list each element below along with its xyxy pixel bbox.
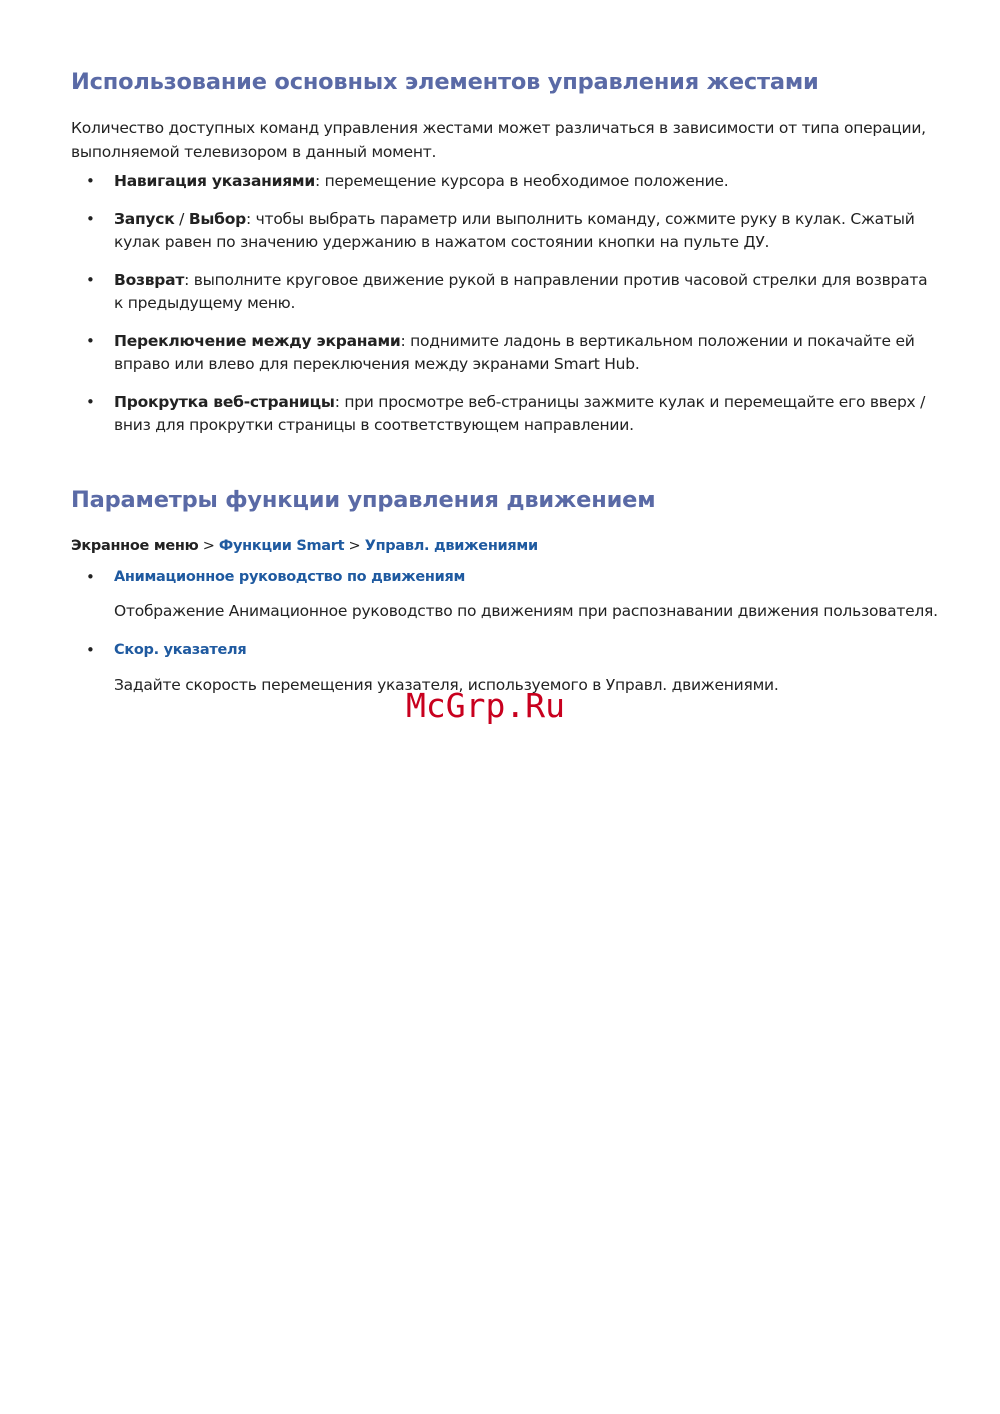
item-separator: / [174, 210, 189, 228]
section-intro: Количество доступных команд управления жестами может различаться в зависимости от типа операции, выполняемой телевизором в данный момент. [71, 119, 926, 161]
bullet-icon: • [86, 393, 95, 411]
option-description: Задайте скорость перемещения указателя, используемого в Управл. движениями. [114, 676, 779, 694]
item-text: : при просмотре веб-страницы зажмите кулак и перемещайте его вверх / вниз для прокрутки страницы в соответствующем направлении. [114, 393, 926, 434]
breadcrumb-separator: > [198, 538, 219, 554]
section-title-gestures: Использование основных элементов управления жестами [71, 69, 819, 95]
item-term: Переключение между экранами [114, 332, 401, 350]
item-text: : чтобы выбрать параметр или выполнить команду, сожмите руку в кулак. Сжатый кулак равен по значению удержанию в нажатом состоянии кнопки на пульте ДУ. [114, 210, 915, 251]
bullet-icon: • [86, 332, 95, 350]
item-text: : выполните круговое движение рукой в направлении против часовой стрелки для возврата к предыдущему меню. [114, 271, 928, 312]
list-item [71, 269, 941, 315]
breadcrumb-separator: > [344, 538, 365, 554]
item-term: Запуск [114, 210, 175, 228]
bullet-icon: • [86, 641, 95, 659]
list-item [71, 208, 941, 254]
bullet-icon: • [86, 568, 95, 586]
item-text: : перемещение курсора в необходимое положение. [314, 172, 729, 190]
bullet-icon: • [86, 210, 95, 228]
option-animated-guide[interactable]: Анимационное руководство по движениям [114, 569, 466, 585]
bullet-icon: • [86, 172, 95, 190]
item-term: Навигация указаниями [114, 172, 315, 190]
list-item [71, 391, 941, 437]
breadcrumb-smart-functions[interactable]: Функции Smart [218, 538, 345, 554]
option-pointer-speed[interactable]: Скор. указателя [114, 642, 247, 658]
breadcrumb [71, 535, 538, 557]
item-term: Возврат [114, 271, 185, 289]
bullet-icon: • [86, 271, 95, 289]
item-term: Прокрутка веб-страницы [114, 393, 335, 411]
item-term: Выбор [188, 210, 246, 228]
list-item [71, 330, 941, 376]
item-text: : поднимите ладонь в вертикальном положении и покачайте ей вправо или влево для переключения между экранами Smart Hub. [114, 332, 915, 373]
section-title-motion-settings: Параметры функции управления движением [71, 487, 656, 513]
breadcrumb-root: Экранное меню [71, 538, 199, 554]
watermark: McGrp.Ru [406, 686, 565, 725]
gesture-list [71, 170, 941, 437]
breadcrumb-motion-control[interactable]: Управл. движениями [364, 538, 538, 554]
option-description: Отображение Анимационное руководство по движениям при распознавании движения пользователя. [114, 602, 938, 620]
list-item [71, 170, 941, 193]
